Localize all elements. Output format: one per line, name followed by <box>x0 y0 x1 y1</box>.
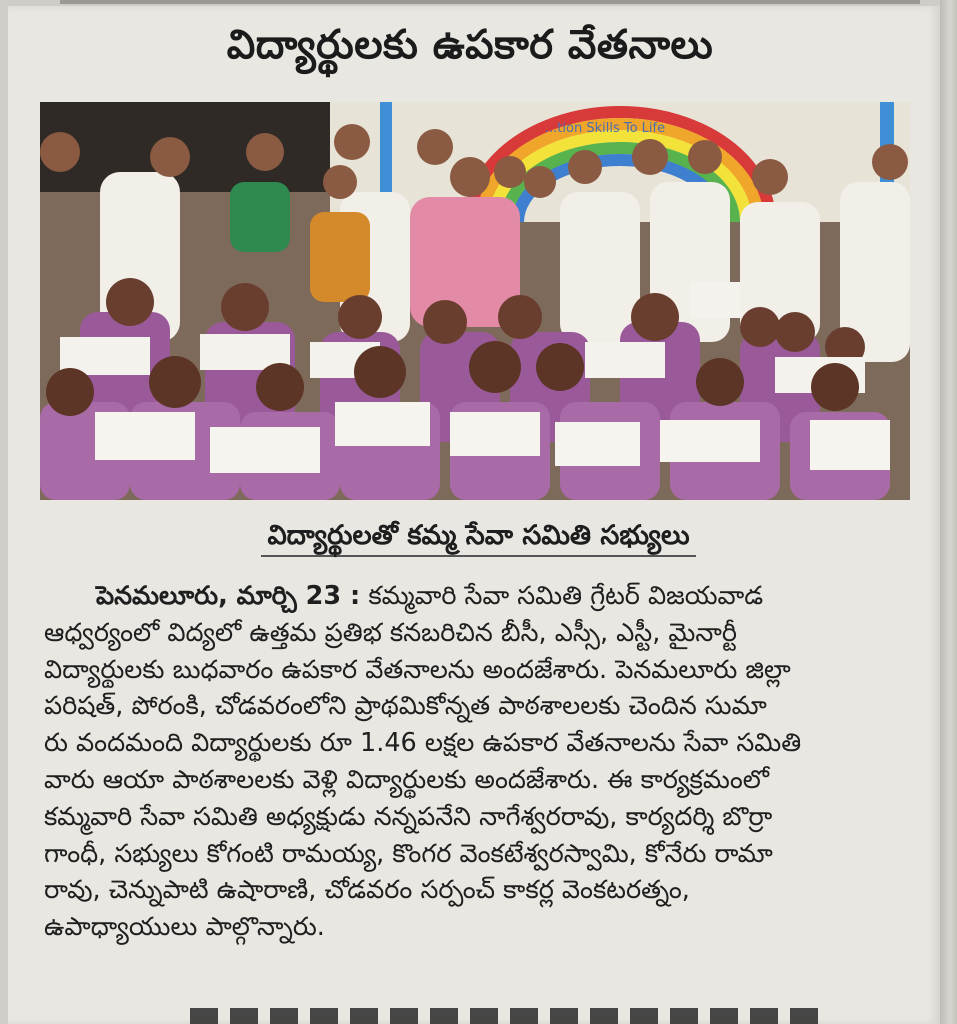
article-line-2: ఆధ్వర్యంలో విద్యలో ఉత్తమ ప్రతిభ కనబరిచిన బీసీ, ఎస్సీ, ఎస్టీ, మైనార్టీ <box>44 617 738 648</box>
banner-text: ...tion Skills To Life <box>544 121 666 136</box>
article-line-4: పరిషత్, పోరంకి, చోడవరంలోని ప్రాథమికోన్నత పాఠశాలలకు చెందిన సుమా <box>44 691 767 722</box>
article-body <box>44 578 916 946</box>
article-line-8: గాంధీ, సభ్యులు కోగంటి రామయ్య, కొంగర వెంకటేశ్వరస్వామి, కోనేరు రామా <box>44 838 773 869</box>
top-rule <box>60 0 920 4</box>
caption-text: విద్యార్థులతో కమ్మ సేవా సమితి సభ్యులు <box>261 520 695 557</box>
article-line-1 <box>44 578 916 615</box>
photo-caption <box>0 520 957 558</box>
article-line-10: ఉపాధ్యాయులు పాల్గొన్నారు. <box>44 912 325 943</box>
article-line-7: కమ్మవారి సేవా సమితి అధ్యక్షుడు నన్నపనేని నాగేశ్వరరావు, కార్యదర్శి బొర్రా <box>44 801 773 832</box>
dateline: పెనమలూరు, మార్చి 23 : <box>96 581 361 611</box>
next-headline-cut-off <box>190 1008 830 1024</box>
article-line-1-text: కమ్మవారి సేవా సమితి గ్రేటర్ విజయవాడ <box>368 581 764 611</box>
headline: విద్యార్థులకు ఉపకార వేతనాలు <box>226 22 714 68</box>
article-line-9: రావు, చెన్నుపాటి ఉషారాణి, చోడవరం సర్పంచ్ కాకర్ల వెంకటరత్నం, <box>44 875 690 906</box>
news-photo <box>40 102 910 500</box>
article-line-5: రు వందమంది విద్యార్థులకు రూ 1.46 లక్షల ఉపకార వేతనాలను సేవా సమితి <box>44 728 802 759</box>
paper-edge <box>940 0 957 1024</box>
group-photo-illustration <box>40 102 910 500</box>
article-line-3: విద్యార్థులకు బుధవారం ఉపకార వేతనాలను అందజేశారు. పెనమలూరు జిల్లా <box>44 654 791 685</box>
article-line-6: వారు ఆయా పాఠశాలలకు వెళ్లి విద్యార్థులకు అందజేశారు. ఈ కార్యక్రమంలో <box>44 764 769 795</box>
